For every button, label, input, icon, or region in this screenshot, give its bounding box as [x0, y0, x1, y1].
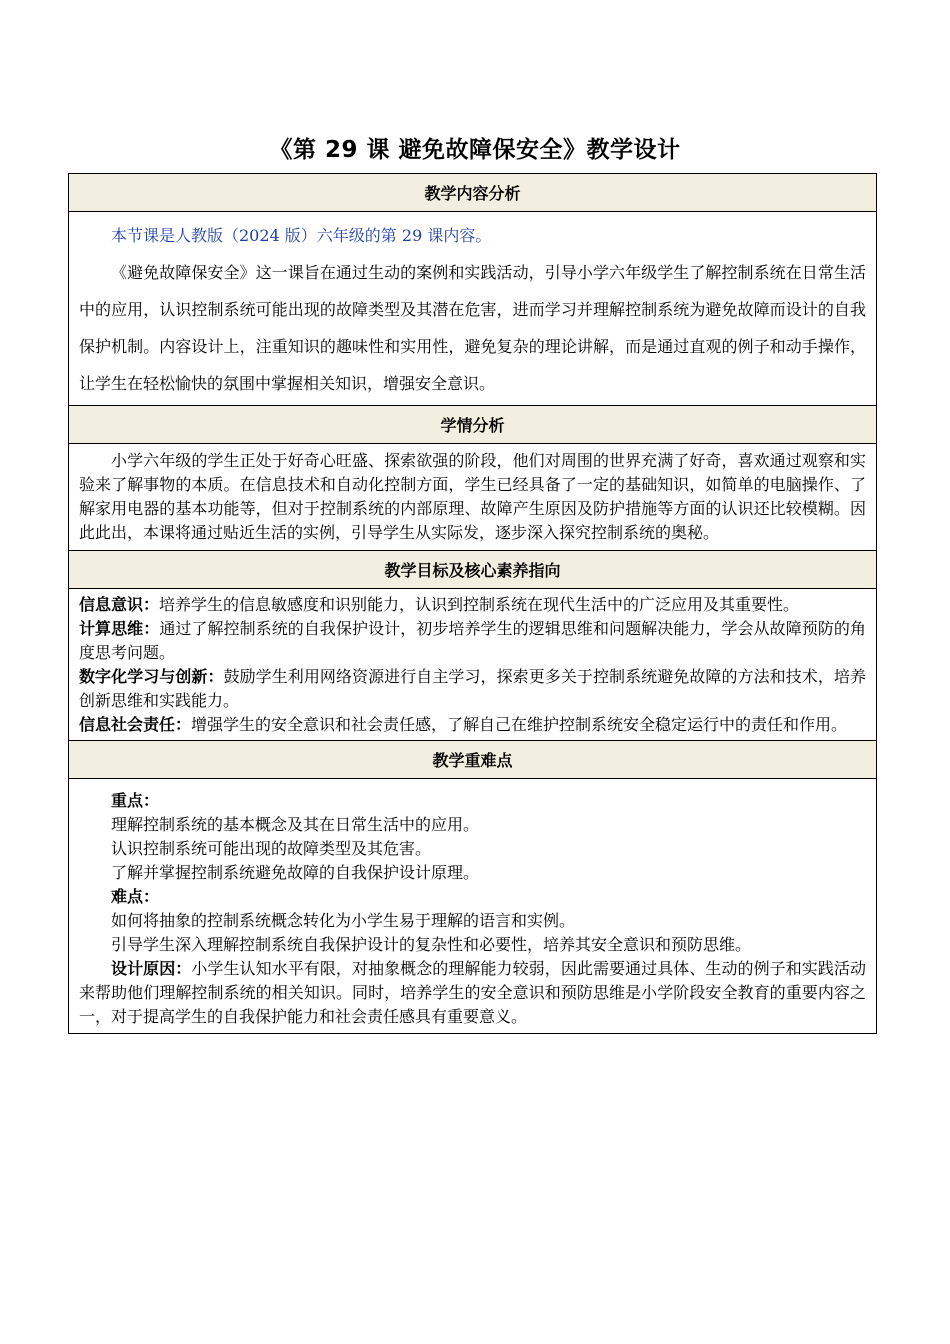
- difficulty-label: 难点：: [111, 887, 160, 906]
- objectives-cell: [69, 589, 877, 741]
- reason-label: 设计原因：: [111, 959, 192, 978]
- objective-item: [79, 593, 866, 617]
- design-reason: [79, 957, 866, 1029]
- objective-text: 培养学生的信息敏感度和识别能力，认识到控制系统在现代生活中的广泛应用及其重要性。: [159, 595, 800, 614]
- learner-analysis-body: 小学六年级的学生正处于好奇心旺盛、探索欲强的阶段，他们对周围的世界充满了好奇，喜欢通过观察和实验来了解事物的本质。在信息技术和自动化控制方面，学生已经具备了一定的基础知识，如简单的电脑操作、了解家用电器的基本功能等，但对于控制系统的内部原理、故障产生原因及防护措施等方面的认识还比较模糊。因此此出，本课将通过贴近生活的实例，引导学生从实际发，逐步深入探究控制系统的奥秘。: [79, 451, 866, 542]
- page-title: 《第 29 课 避免故障保安全》教学设计: [269, 137, 681, 163]
- objective-label: 信息社会责任：: [79, 715, 192, 734]
- focus-item: 认识控制系统可能出现的故障类型及其危害。: [111, 839, 432, 858]
- objective-item: [79, 713, 866, 737]
- focus-item: 理解控制系统的基本概念及其在日常生活中的应用。: [111, 815, 480, 834]
- objective-label: 信息意识：: [79, 595, 160, 614]
- objective-text: 通过了解控制系统的自我保护设计，初步培养学生的逻辑思维和问题解决能力，学会从故障预防的角度思考问题。: [79, 619, 866, 662]
- content-analysis-body: 《避免故障保安全》这一课旨在通过生动的案例和实践活动，引导小学六年级学生了解控制系统在日常生活中的应用，认识控制系统可能出现的故障类型及其潜在危害，进而学习并理解控制系统为避免故障而设计的自我保护机制。内容设计上，注重知识的趣味性和实用性，避免复杂的理论讲解，而是通过直观的例子和动手操作，让学生在轻松愉快的氛围中掌握相关知识，增强安全意识。: [79, 263, 866, 393]
- section-header-key-points: 教学重难点: [69, 741, 877, 779]
- objective-item: [79, 665, 866, 713]
- focus-label: 重点：: [111, 791, 160, 810]
- objective-label: 数字化学习与创新：: [79, 667, 224, 686]
- content-analysis-intro: 本节课是人教版（2024 版）六年级的第 29 课内容。: [111, 226, 492, 245]
- section-header-content-analysis: 教学内容分析: [69, 174, 877, 212]
- objective-item: [79, 617, 866, 665]
- difficulty-item: 如何将抽象的控制系统概念转化为小学生易于理解的语言和实例。: [111, 911, 576, 930]
- section-header-objectives: 教学目标及核心素养指向: [69, 551, 877, 589]
- key-points-cell: [69, 779, 877, 1034]
- reason-text: 小学生认知水平有限，对抽象概念的理解能力较弱，因此需要通过具体、生动的例子和实践活动来帮助他们理解控制系统的相关知识。同时，培养学生的安全意识和预防思维是小学阶段安全教育的重要内容之一，对于提高学生的自我保护能力和社会责任感具有重要意义。: [79, 959, 866, 1026]
- section-header-learner-analysis: 学情分析: [69, 406, 877, 444]
- objective-label: 计算思维：: [79, 619, 160, 638]
- difficulty-label-line: [79, 885, 866, 909]
- objective-text: 增强学生的安全意识和社会责任感，了解自己在维护控制系统安全稳定运行中的责任和作用。: [191, 715, 848, 734]
- focus-label-line: [79, 789, 866, 813]
- content-analysis-cell: [69, 212, 877, 406]
- learner-analysis-cell: [69, 444, 877, 551]
- objective-text: 鼓励学生利用网络资源进行自主学习，探索更多关于控制系统避免故障的方法和技术，培养创新思维和实践能力。: [79, 667, 866, 710]
- focus-item: 了解并掌握控制系统避免故障的自我保护设计原理。: [111, 863, 480, 882]
- difficulty-item: 引导学生深入理解控制系统自我保护设计的复杂性和必要性，培养其安全意识和预防思维。: [111, 935, 752, 954]
- lesson-plan-table: [68, 173, 877, 1034]
